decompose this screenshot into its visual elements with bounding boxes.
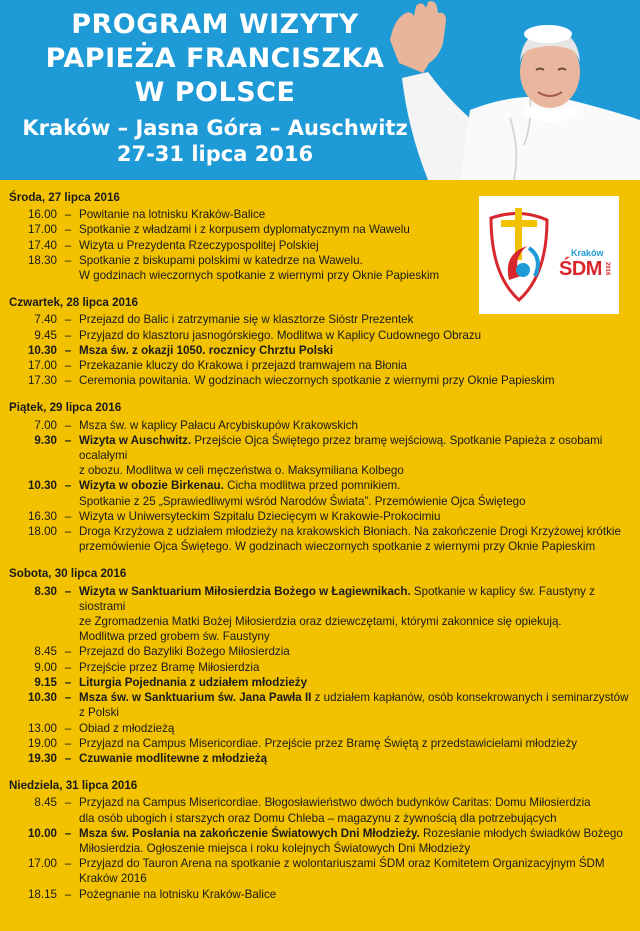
schedule-item: 9.15 – Liturgia Pojednania z udziałem młodzieży [9, 675, 634, 690]
item-time: 17.40 [27, 238, 57, 252]
item-text: Powitanie na lotnisku Kraków-Balice [79, 208, 266, 222]
item-continuation: Spotkanie z 25 „Sprawiedliwymi wśród Narodów Świata”. Przemówienie Ojca Świętego [79, 494, 526, 508]
item-text-bold: Msza św. Posłania na zakończenie Światowych Dni Młodzieży. [79, 826, 420, 840]
schedule-item: 10.30 – Msza św. z okazji 1050. rocznicy Chrztu Polski [9, 343, 634, 358]
item-time: 18.30 [27, 253, 57, 267]
schedule-item: 7.40 – Przejazd do Balic i zatrzymanie się w klasztorze Sióstr Prezentek [9, 312, 634, 327]
item-time: 7.00 [34, 418, 57, 432]
item-time: 13.00 [27, 721, 57, 735]
item-continuation: Miłosierdzia. Ogłoszenie miejsca i roku kolejnych Światowych Dni Młodzieży [79, 841, 471, 855]
day-title: Niedziela, 31 lipca 2016 [9, 779, 138, 793]
item-time: 10.00 [27, 826, 57, 840]
item-text: Pożegnanie na lotnisku Kraków-Balice [79, 887, 277, 901]
item-time: 16.30 [27, 509, 57, 523]
logo-name: ŚDM [559, 258, 602, 280]
item-text: Przejście Ojca Świętego przez bramę wejściową. Spotkanie Papieża z osobami ocalałymi [79, 433, 603, 463]
item-text: Ceremonia powitania. W godzinach wieczornych spotkanie z wiernymi przy Oknie Papieskim [79, 374, 555, 388]
schedule-item: 10.30 – Wizyta w obozie Birkenau. Cicha modlitwa przed pomnikiem. [9, 478, 634, 493]
item-time: 16.00 [27, 208, 57, 222]
schedule-item: 17.00 – Spotkanie z władzami i z korpusem dyplomatycznym na Wawelu [9, 222, 634, 237]
item-continuation: ze Zgromadzenia Matki Bożej Miłosierdzia oraz dziewczętami, którymi zakonnice się opiekują. [79, 615, 562, 629]
item-text: z udziałem kapłanów, osób konsekrowanych i seminarzystów z Polski [79, 691, 629, 720]
item-time: 9.15 [34, 675, 57, 689]
item-time: 9.45 [34, 328, 57, 342]
schedule-item: 19.30 – Czuwanie modlitewne z młodzieżą [9, 751, 634, 766]
header-banner [0, 0, 640, 180]
item-time: 17.00 [27, 223, 57, 237]
title-line-2: PAPIEŻA FRANCISZKA [45, 43, 385, 74]
item-text: Spotkanie z władzami i z korpusem dyplomatycznym na Wawelu [79, 223, 410, 237]
schedule-item: 8.45 – Przejazd do Bazyliki Bożego Miłosierdzia [9, 644, 634, 659]
item-text-bold: Wizyta w Sanktuarium Miłosierdzia Bożego w Łagiewnikach. [79, 584, 411, 598]
item-text-bold: Msza św. z okazji 1050. rocznicy Chrztu Polski [79, 343, 334, 357]
item-time: 8.45 [34, 796, 57, 810]
item-continuation: dla osób ubogich i starszych oraz Domu Chleba – magazynu z żywnością dla potrzebujących [79, 811, 557, 825]
item-time: 9.00 [34, 660, 57, 674]
day-wednesday [9, 190, 634, 283]
schedule-item: 17.30 – Ceremonia powitania. W godzinach wieczornych spotkanie z wiernymi przy Oknie Papieskim [9, 373, 634, 388]
day-saturday [9, 566, 634, 766]
item-time: 17.30 [27, 374, 57, 388]
item-text: Przekazanie kluczy do Krakowa i przejazd tramwajem na Błonia [79, 359, 407, 373]
item-time: 8.45 [34, 645, 57, 659]
item-text: Rozesłanie młodych świadków Bożego [419, 826, 623, 840]
item-text: Przyjazd na Campus Misericordiae. Przejście przez Bramę Świętą z przedstawicielami młodzieży [79, 736, 578, 750]
schedule-item: 10.00 – Msza św. Posłania na zakończenie Światowych Dni Młodzieży. Rozesłanie młodych świadków Bożego [9, 826, 634, 841]
item-text-bold: Wizyta w obozie Birkenau. [79, 479, 224, 493]
item-text: Przejście przez Bramę Miłosierdzia [79, 660, 260, 674]
schedule-item: 17.00 – Przyjazd do Tauron Arena na spotkanie z wolontariuszami ŚDM oraz Komitetem Organizacyjnym ŚDM Kraków 2016 [9, 856, 634, 886]
schedule-item: 8.30 – Wizyta w Sanktuarium Miłosierdzia Bożego w Łagiewnikach. Spotkanie w kaplicy św. Faustyny z siostrami [9, 584, 634, 614]
schedule [9, 190, 634, 914]
day-sunday [9, 778, 634, 902]
item-time: 18.00 [27, 525, 57, 539]
schedule-item: 13.00 – Obiad z młodzieżą [9, 721, 634, 736]
item-continuation: przemówienie Ojca Świętego. W godzinach wieczornych spotkanie z wiernymi przy Oknie Papieskim [79, 540, 596, 554]
day-friday [9, 400, 634, 554]
item-time: 10.30 [27, 343, 57, 357]
item-text: Spotkanie w kaplicy św. Faustyny z siostrami [79, 584, 595, 613]
schedule-item: 18.00 – Droga Krzyżowa z udziałem młodzieży na krakowskich Błoniach. Na zakończenie Drogi Krzyżowej krótkie [9, 524, 634, 539]
item-time: 17.00 [27, 857, 57, 871]
item-time: 19.30 [27, 751, 57, 765]
item-continuation: z obozu. Modlitwa w celi męczeństwa o. Maksymiliana Kolbego [79, 464, 404, 478]
schedule-item: 16.30 – Wizyta w Uniwersyteckim Szpitalu Dziecięcym w Krakowie-Prokocimiu [9, 509, 634, 524]
item-text-bold: Wizyta w Auschwitz. [79, 433, 192, 447]
schedule-item: 8.45 – Przyjazd na Campus Misericordiae. Błogosławieństwo dwóch budynków Caritas: Domu Miłosierdzia [9, 795, 634, 810]
item-text: Przejazd do Bazyliki Bożego Miłosierdzia [79, 645, 290, 659]
item-text-bold: Czuwanie modlitewne z młodzieżą [79, 751, 268, 765]
day-title: Piątek, 29 lipca 2016 [9, 401, 122, 415]
item-text: Msza św. w kaplicy Pałacu Arcybiskupów Krakowskich [79, 418, 358, 432]
title-line-3: W POLSCE [134, 77, 296, 108]
schedule-item: 18.15 – Pożegnanie na lotnisku Kraków-Balice [9, 887, 634, 902]
day-thursday [9, 295, 634, 388]
item-time: 7.40 [34, 313, 57, 327]
day-title: Środa, 27 lipca 2016 [9, 191, 120, 204]
item-text: Wizyta w Uniwersyteckim Szpitalu Dziecięcym w Krakowie-Prokocimiu [79, 509, 441, 523]
schedule-item: 9.00 – Przejście przez Bramę Miłosierdzia [9, 660, 634, 675]
day-title: Sobota, 30 lipca 2016 [9, 567, 127, 581]
item-text: Przyjazd do Tauron Arena na spotkanie z wolontariuszami ŚDM oraz Komitetem Organizacyjnym ŚDM Kraków 2016 [79, 857, 605, 886]
item-continuation: W godzinach wieczornych spotkanie z wiernymi przy Oknie Papieskim [79, 269, 440, 283]
item-text: Obiad z młodzieżą [79, 721, 175, 735]
schedule-item: 10.30 – Msza św. w Sanktuarium św. Jana Pawła II z udziałem kapłanów, osób konsekrowanych i seminarzystów z Polski [9, 690, 634, 720]
page-subtitle [0, 115, 430, 167]
dates-text: 27-31 lipca 2016 [116, 142, 314, 166]
item-text-bold: Liturgia Pojednania z udziałem młodzieży [79, 675, 308, 689]
schedule-item: 17.00 – Przekazanie kluczy do Krakowa i przejazd tramwajem na Błonia [9, 358, 634, 373]
item-text: Spotkanie z biskupami polskimi w katedrze na Wawelu. [79, 253, 363, 267]
item-time: 9.30 [34, 433, 57, 447]
item-text-bold: Msza św. w Sanktuarium św. Jana Pawła II [79, 691, 312, 705]
item-time: 10.30 [27, 691, 57, 705]
item-time: 18.15 [27, 887, 57, 901]
item-text: Przyjazd na Campus Misericordiae. Błogosławieństwo dwóch budynków Caritas: Domu Miłosierdzia [79, 796, 591, 810]
page-title [0, 8, 430, 110]
logo-year: 2016 [604, 262, 610, 276]
item-text: Przyjazd do klasztoru jasnogórskiego. Modlitwa w Kaplicy Cudownego Obrazu [79, 328, 482, 342]
schedule-item: 9.45 – Przyjazd do klasztoru jasnogórskiego. Modlitwa w Kaplicy Cudownego Obrazu [9, 328, 634, 343]
schedule-item: 17.40 – Wizyta u Prezydenta Rzeczypospolitej Polskiej [9, 238, 634, 253]
route-text: Kraków – Jasna Góra – Auschwitz [22, 116, 408, 140]
item-time: 17.00 [27, 359, 57, 373]
item-text: Przejazd do Balic i zatrzymanie się w klasztorze Sióstr Prezentek [79, 313, 414, 327]
item-time: 10.30 [27, 479, 57, 493]
item-time: 19.00 [27, 736, 57, 750]
item-text: Wizyta u Prezydenta Rzeczypospolitej Polskiej [79, 238, 319, 252]
item-text: Droga Krzyżowa z udziałem młodzieży na krakowskich Błoniach. Na zakończenie Drogi Krzyżowej krótkie [79, 525, 621, 539]
item-continuation: Modlitwa przed grobem św. Faustyny [79, 630, 270, 644]
schedule-item: 18.30 – Spotkanie z biskupami polskimi w katedrze na Wawelu. [9, 253, 634, 268]
schedule-item: 9.30 – Wizyta w Auschwitz. Przejście Ojca Świętego przez bramę wejściową. Spotkanie Papieża z osobami ocalałymi [9, 433, 634, 463]
item-time: 8.30 [34, 584, 57, 598]
logo-city: Kraków [571, 248, 604, 258]
schedule-item: 19.00 – Przyjazd na Campus Misericordiae. Przejście przez Bramę Świętą z przedstawicielami młodzieży [9, 736, 634, 751]
schedule-item: 7.00 – Msza św. w kaplicy Pałacu Arcybiskupów Krakowskich [9, 418, 634, 433]
title-line-1: PROGRAM WIZYTY [71, 9, 359, 40]
pope-photo [380, 0, 640, 180]
day-title: Czwartek, 28 lipca 2016 [9, 296, 138, 310]
item-text: Cicha modlitwa przed pomnikiem. [223, 479, 401, 493]
schedule-item: 16.00 – Powitanie na lotnisku Kraków-Balice [9, 207, 634, 222]
